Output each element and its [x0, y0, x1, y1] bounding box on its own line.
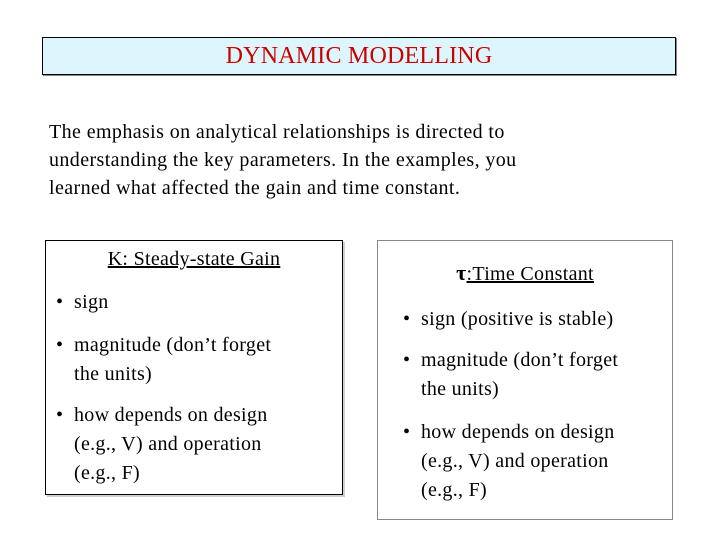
bullet-icon: •	[56, 334, 64, 356]
bullet-icon: •	[403, 421, 411, 443]
bullet-icon: •	[56, 291, 64, 313]
list-item: • how depends on design (e.g., V) and operation (e.g., F)	[56, 401, 336, 488]
bullet-icon: •	[403, 349, 411, 371]
gain-box	[45, 240, 343, 495]
list-item: • sign (positive is stable)	[403, 305, 666, 334]
bullet-icon: •	[56, 404, 64, 426]
time-constant-bullet-list	[403, 305, 666, 505]
intro-line: The emphasis on analytical relationships is directed to	[49, 121, 505, 143]
list-item: • magnitude (don’t forget the units)	[403, 346, 666, 404]
list-item: • how depends on design (e.g., V) and operation (e.g., F)	[403, 418, 666, 505]
page-title: DYNAMIC MODELLING	[225, 42, 493, 69]
time-constant-box-title: τ:Time Constant	[456, 260, 594, 285]
intro-line: understanding the key parameters. In the examples, you	[49, 149, 517, 171]
intro-line: learned what affected the gain and time constant.	[49, 177, 461, 199]
tau-symbol: τ	[456, 260, 467, 285]
title-banner	[42, 37, 676, 75]
intro-paragraph	[49, 118, 689, 202]
time-constant-box	[377, 240, 673, 520]
gain-bullet-list	[56, 288, 336, 488]
list-item: • magnitude (don’t forget the units)	[56, 331, 336, 389]
list-item: • sign	[56, 288, 336, 317]
bullet-icon: •	[403, 308, 411, 330]
gain-box-title: K: Steady-state Gain	[107, 248, 281, 270]
